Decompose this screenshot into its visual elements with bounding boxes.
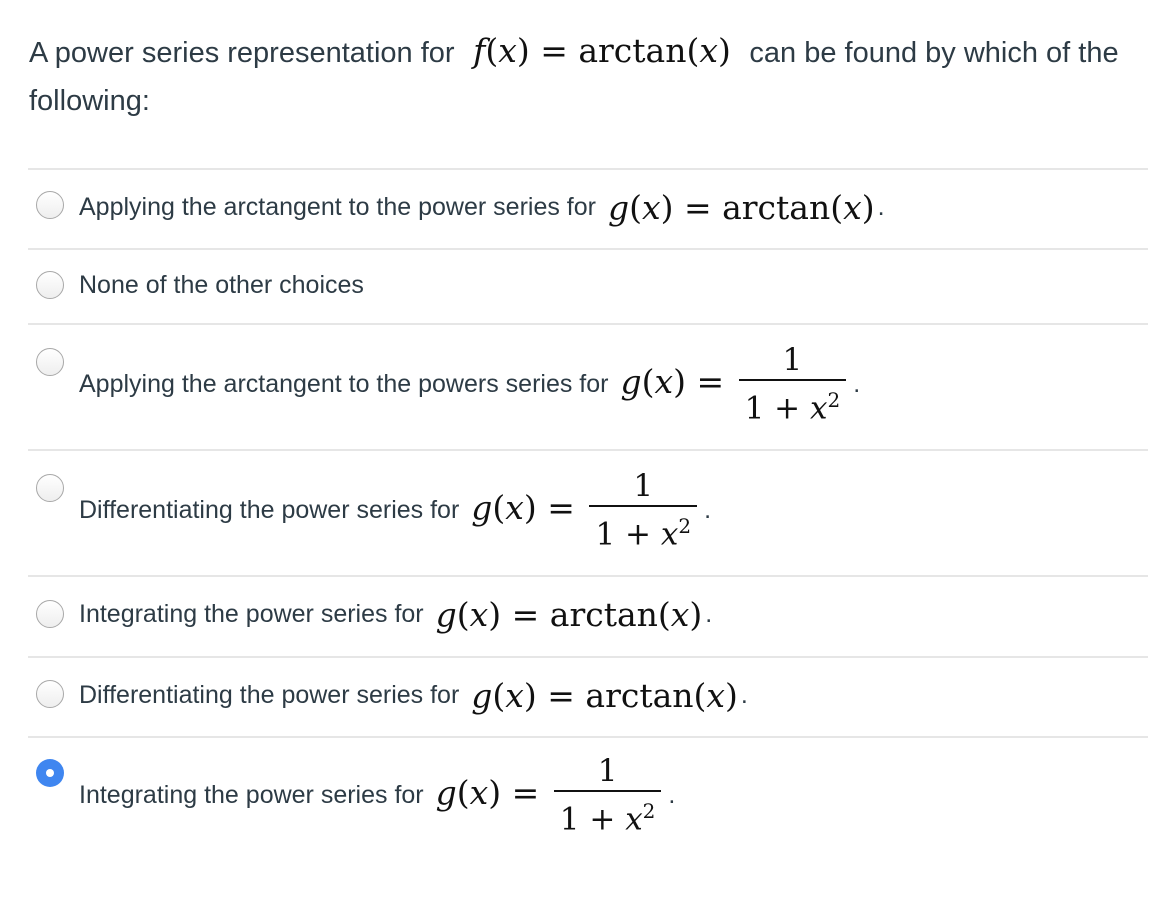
answer-label: None of the other choices	[79, 270, 364, 299]
radio-button[interactable]	[36, 191, 64, 219]
question-lead: A power series representation for	[29, 37, 455, 69]
radio-button[interactable]	[36, 474, 64, 502]
radio-button[interactable]	[36, 271, 64, 299]
answer-label: Integrating the power series for	[79, 780, 424, 809]
radio-button[interactable]	[36, 348, 64, 376]
answer-punct: .	[740, 680, 748, 709]
fraction: $\frac{1}{1 + x^2}$	[554, 752, 662, 838]
answer-math: g(x) = arctan(x)	[435, 594, 703, 634]
answer-option-3[interactable]	[0, 324, 1174, 449]
answer-punct: .	[877, 192, 885, 221]
answer-option-2[interactable]	[0, 249, 1174, 323]
radio-button-selected[interactable]	[36, 759, 64, 787]
answer-text	[79, 185, 885, 229]
answer-label: Integrating the power series for	[79, 599, 424, 628]
answer-option-1[interactable]	[0, 169, 1174, 248]
answer-punct: .	[853, 369, 861, 398]
answer-punct: .	[668, 780, 676, 809]
answer-math: g(x) = arctan(x)	[471, 675, 738, 715]
question-text	[29, 27, 1154, 125]
question-math: f(x) = arctan(x)	[473, 31, 742, 70]
answer-math: g(x) = arctan(x)	[607, 187, 875, 227]
answer-punct: .	[705, 599, 713, 628]
answer-text	[79, 592, 712, 636]
answer-label: Applying the arctangent to the power series for	[79, 192, 596, 221]
answer-punct: .	[704, 495, 712, 524]
answer-text	[79, 340, 860, 428]
answer-option-7[interactable]	[0, 737, 1174, 857]
fraction: $\frac{1}{1 + x^2}$	[739, 341, 847, 427]
answer-text	[79, 751, 675, 839]
question-tail: can be found by which of the following:	[29, 37, 1119, 117]
answer-text	[79, 466, 711, 554]
radio-button[interactable]	[36, 600, 64, 628]
answer-math: g(x) = $\frac{1}{1 + x^2}$	[436, 752, 666, 838]
answer-label: Applying the arctangent to the powers series for	[79, 369, 609, 398]
answer-math: g(x) = $\frac{1}{1 + x^2}$	[620, 341, 850, 427]
fraction: $\frac{1}{1 + x^2}$	[589, 467, 697, 553]
answer-label: Differentiating the power series for	[79, 680, 460, 709]
answer-text	[79, 673, 748, 717]
answer-label: Differentiating the power series for	[79, 495, 460, 524]
answer-text	[79, 265, 364, 305]
answer-option-5[interactable]	[0, 576, 1174, 656]
answer-math: g(x) = $\frac{1}{1 + x^2}$	[471, 467, 701, 553]
answer-option-4[interactable]	[0, 450, 1174, 575]
radio-button[interactable]	[36, 680, 64, 708]
answer-option-6[interactable]	[0, 657, 1174, 736]
